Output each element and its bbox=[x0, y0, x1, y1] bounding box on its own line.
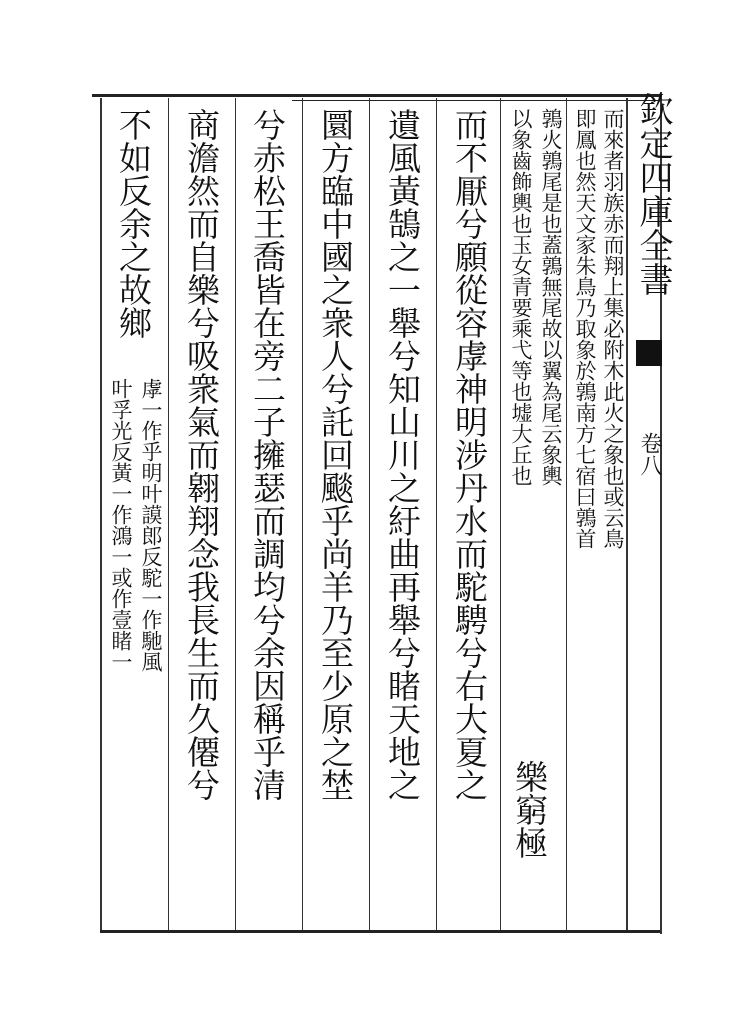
main-text-column-6: 不如反余之故鄉 bbox=[114, 108, 153, 339]
main-text-column-3: 圜方臨中國之衆人兮託回颷乎尚羊乃至少原之埜 bbox=[316, 108, 355, 801]
column-divider bbox=[566, 98, 567, 930]
book-title: 欽定四庫全書 bbox=[633, 92, 673, 296]
volume-label: 卷八 bbox=[637, 432, 662, 476]
main-text-column-fragment: 樂窮極 bbox=[510, 760, 549, 859]
commentary-column-2: 即鳳也然天文家朱鳥乃取象於鶉南方七宿曰鶉首 bbox=[573, 108, 597, 549]
main-text-column-4: 兮赤松王喬皆在旁二子擁瑟而調均兮余因稱乎清 bbox=[248, 108, 287, 801]
column-divider bbox=[436, 98, 437, 930]
commentary-column-5: 虖一作乎明叶謨郎反駝一作馳風 bbox=[139, 378, 163, 672]
column-divider bbox=[302, 98, 303, 930]
top-border bbox=[92, 94, 662, 97]
commentary-column-6: 叶孚光反黃一作鴻一或作壹睹一 bbox=[109, 378, 133, 672]
main-text-column-2: 遺風黃鵠之一舉兮知山川之紆曲再舉兮睹天地之 bbox=[383, 108, 422, 801]
column-divider bbox=[500, 98, 501, 930]
commentary-column-3: 鶉火鶉尾是也蓋鶉無尾故以翼為尾云象輿 bbox=[539, 108, 563, 486]
main-text-column-1: 而不厭兮願從容虖神明涉丹水而駝騁兮右大夏之 bbox=[450, 108, 489, 801]
left-border bbox=[100, 98, 102, 930]
commentary-column-4: 以象齒飾輿也玉女青要乘弋等也墟大丘也 bbox=[509, 108, 533, 486]
top-border-inner bbox=[292, 100, 662, 101]
fish-tail-mark bbox=[636, 340, 662, 366]
column-divider bbox=[235, 98, 236, 930]
main-text-column-5: 商澹然而自樂兮吸衆氣而翱翔念我長生而久僊兮 bbox=[182, 108, 221, 801]
column-divider bbox=[168, 98, 169, 930]
bottom-border bbox=[100, 930, 662, 933]
commentary-column-1: 而來者羽族赤而翔上集必附木此火之象也或云鳥 bbox=[601, 108, 625, 549]
column-divider bbox=[369, 98, 370, 930]
